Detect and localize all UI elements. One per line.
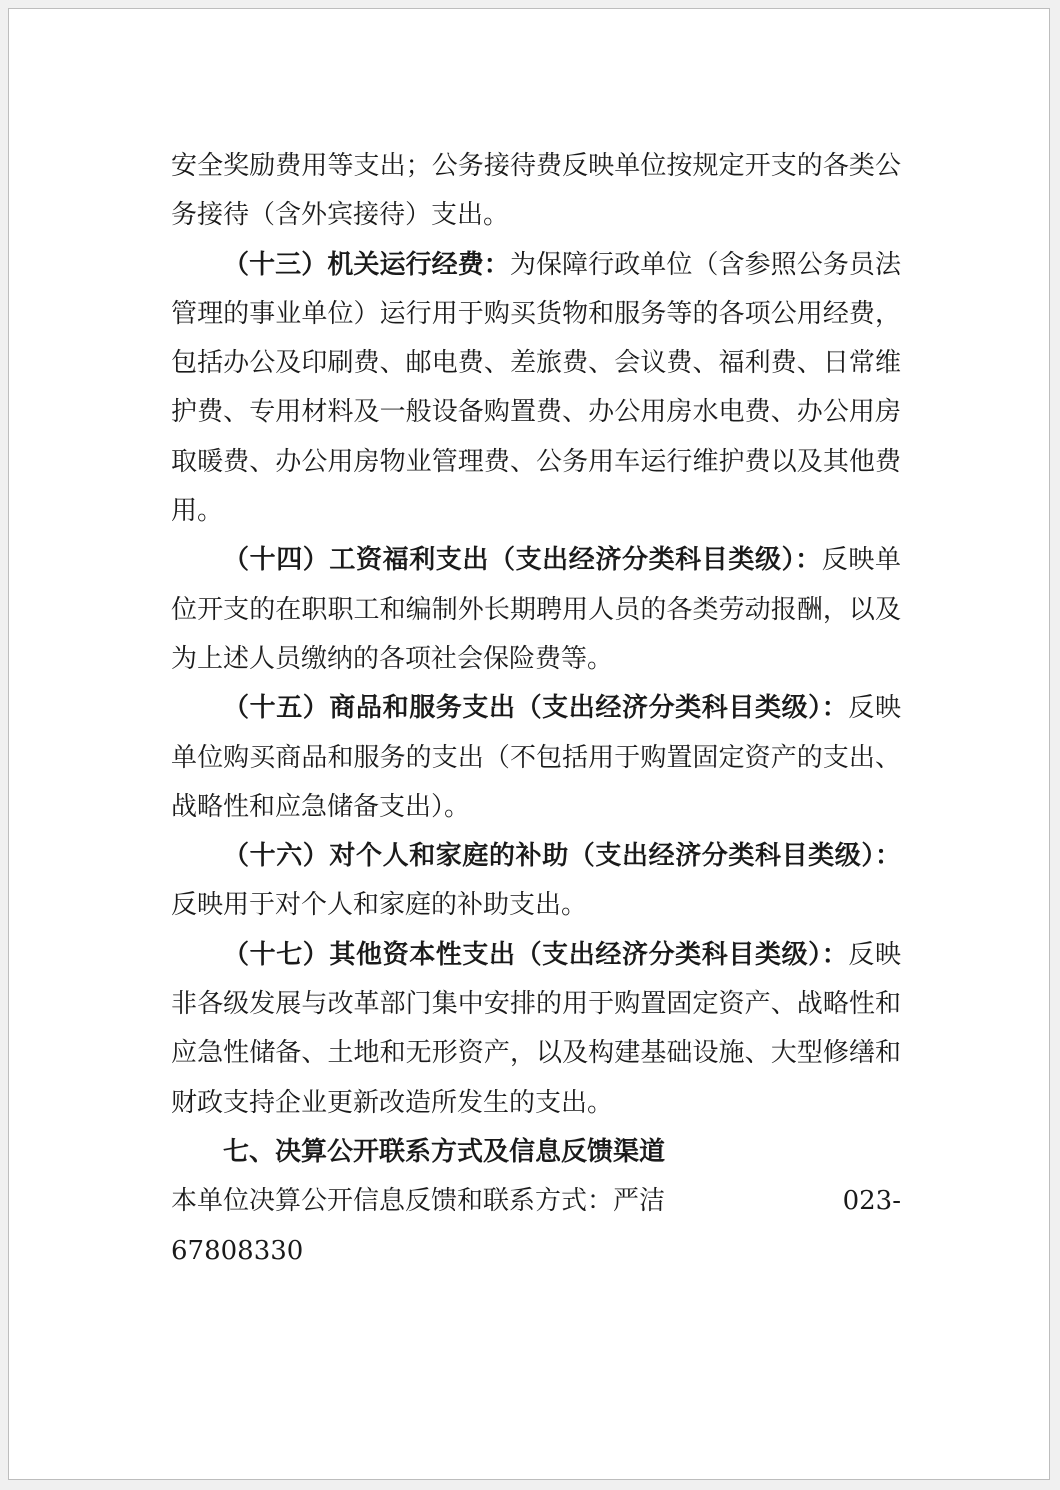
paragraph-1 [171,241,901,537]
paragraph-4-lead: （十六）对个人和家庭的补助（支出经济分类科目类级）： [223,841,901,872]
contact-phone-part2: 67808330 [171,1235,304,1266]
document-page [8,8,1050,1480]
contact-label: 本单位决算公开信息反馈和联系方式：严洁 [171,1186,666,1217]
paragraph-3-lead: （十五）商品和服务支出（支出经济分类科目类级）： [223,693,849,724]
paragraph-0 [171,142,901,241]
paragraph-0-text: 安全奖励费用等支出；公务接待费反映单位按规定开支的各类公务接待（含外宾接待）支出。 [171,151,901,231]
paragraph-5-lead: （十七）其他资本性支出（支出经济分类科目类级）： [223,939,849,970]
paragraph-5 [171,931,901,1128]
paragraph-5-text: 反映非各级发展与改革部门集中安排的用于购置固定资产、战略性和应急性储备、土地和无形资产，以及构建基础设施、大型修缮和财政支持企业更新改造所发生的支出。 [171,939,901,1118]
paragraph-3-text: 反映单位购买商品和服务的支出（不包括用于购置固定资产的支出、战略性和应急储备支出）。 [171,693,901,822]
contact-row [171,1177,901,1226]
paragraph-1-text: 为保障行政单位（含参照公务员法管理的事业单位）运行用于购买货物和服务等的各项公用经费，包括办公及印刷费、邮电费、差旅费、会议费、福利费、日常维护费、专用材料及一般设备购置费、办公用房水电费、办公用房取暖费、办公用房物业管理费、公务用车运行维护费以及其他费用。 [171,249,901,527]
section-heading: 七、决算公开联系方式及信息反馈渠道 [223,1136,666,1167]
paragraph-2-lead: （十四）工资福利支出（支出经济分类科目类级）： [223,545,822,576]
paragraph-4 [171,832,901,931]
paragraph-2-text: 反映单位开支的在职职工和编制外长期聘用人员的各类劳动报酬，以及为上述人员缴纳的各项社会保险费等。 [171,545,901,674]
document-body [171,142,901,1276]
paragraph-1-lead: （十三）机关运行经费： [223,249,510,280]
paragraph-2 [171,536,901,684]
paragraph-4-text: 反映用于对个人和家庭的补助支出。 [171,890,588,921]
contact-phone-part1: 023- [842,1186,901,1217]
paragraph-3 [171,684,901,832]
